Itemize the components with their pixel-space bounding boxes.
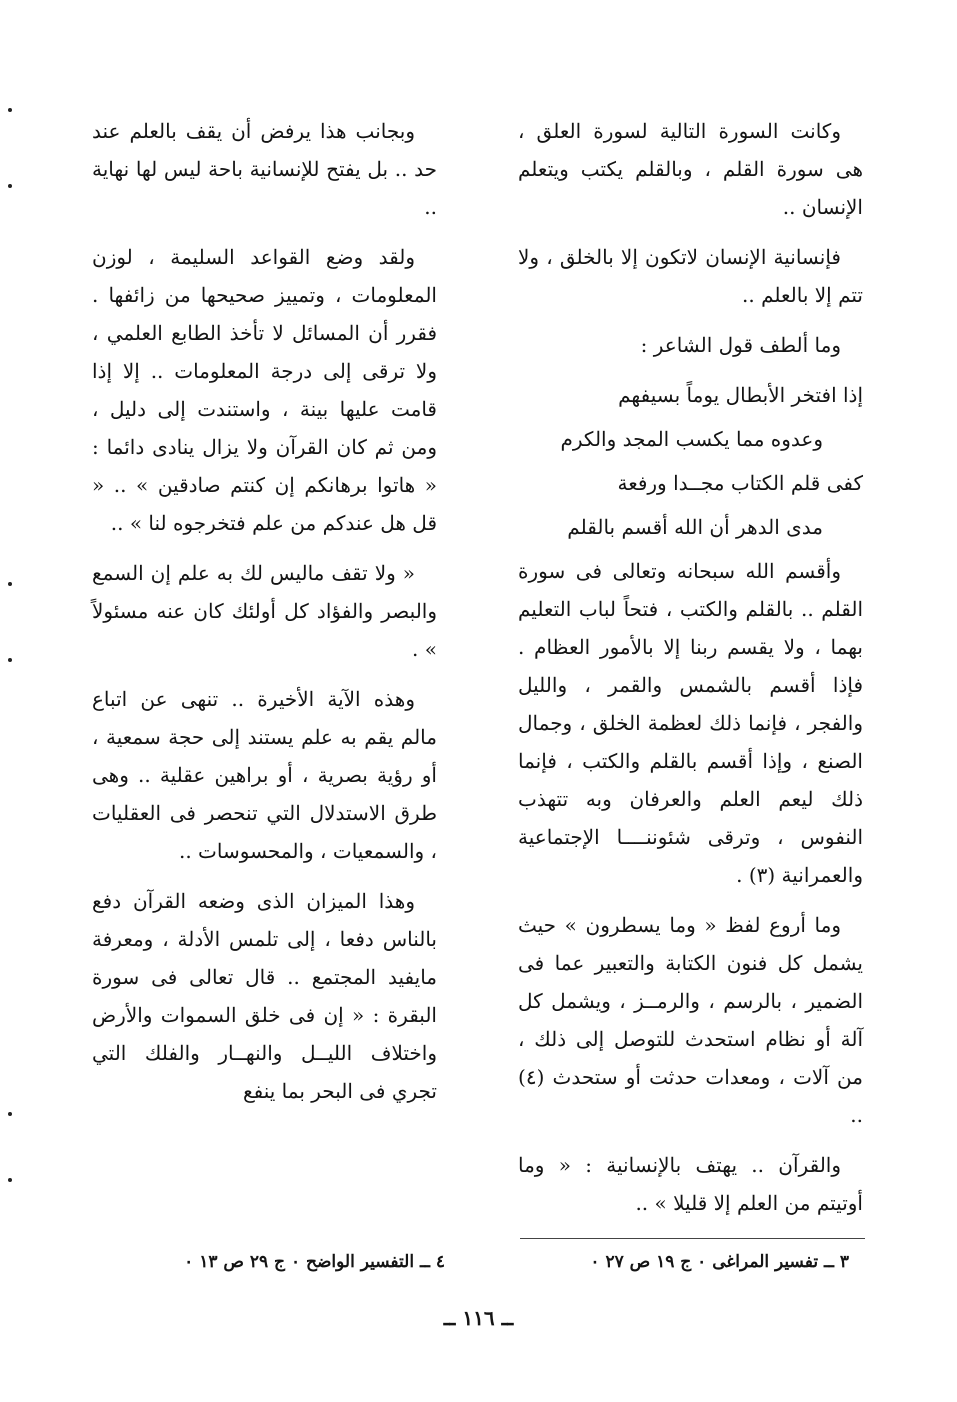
paragraph: والقرآن .. يهتف بالإنسانية : « وما أوتيتم من العلم إلا قليلا » .. — [518, 1153, 863, 1215]
poem-verse: مدى الدهر أن الله أقسم بالقلم — [567, 515, 823, 539]
scan-speck — [8, 582, 12, 586]
scan-speck — [8, 1178, 12, 1182]
paragraph: وكانت السورة التالية لسورة العلق ، هى سورة القلم ، وبالقلم يكتب ويتعلم الإنسان .. — [518, 119, 863, 219]
footnote-left: ٤ ــ التفسير الواضح ٠ ج ٢٩ ص ١٣ ٠ — [184, 1252, 445, 1272]
paragraph: ولقد وضع القواعد السليمة ، لوزن المعلومات ، وتمييز صحيحها من زائفها . فقرر أن المسائل لا تأخذ الطابع العلمي ، ولا ترقى إلى درجة المعلومات .. إلا إذا قامت عليها بينة ، واستندت إلى دليل ، ومن ثم كان القرآن ولا يزال ينادى دائما : « هاتوا برهانكم إن كنتم صادقين » .. « قل هل عندكم من علم فتخرجوه لنا » .. — [92, 245, 437, 535]
paragraph: وأقسم الله سبحانه وتعالى فى سورة القلم .. بالقلم والكتب ، فتحاً لباب التعليم بهما ، ولا يقسم ربنا إلا بالأمور العظام . فإذا أقسم بالشمس والقمر ، والليل والفجر ، فإنما ذلك لعظمة الخلق ، وجمال الصنع ، وإذا أقسم بالقلم والكتب ، فإنما ذلك ليعم العلم والعرفان وبه تتهذب النفوس ، وترقى شئوننــــا الإجتماعية والعمرانية (٣) . — [518, 559, 863, 887]
scan-speck — [8, 658, 12, 662]
left-text-column — [92, 112, 437, 1122]
scan-speck — [8, 184, 12, 188]
paragraph: وما ألطف قول الشاعر : — [640, 333, 841, 357]
paragraph: وبجانب هذا يرفض أن يقف بالعلم عند حد .. بل يفتح للإنسانية باحة ليس لها نهاية .. — [92, 119, 437, 219]
paragraph: وهذه الآية الأخيرة .. تنهى عن اتباع مالم يقم به علم يستند إلى حجة سمعية ، أو رؤية بصرية ، أو براهين عقلية .. وهى طرق الاستدلال التي تنحصر فى العقليات ، والسمعيات ، والمحسوسات .. — [92, 687, 437, 863]
footnote-divider — [520, 1238, 865, 1239]
right-text-column — [518, 112, 863, 1234]
footnote-right: ٣ ــ تفسير المراغى ٠ ج ١٩ ص ٢٧ ٠ — [590, 1252, 849, 1272]
page-number: ــ ١١٦ ــ — [443, 1306, 514, 1330]
poem-verse: إذا افتخر الأبطال يوماً بسيفهم — [618, 383, 863, 407]
scan-speck — [8, 1112, 12, 1116]
paragraph: « ولا تقف ماليس لك به علم إن السمع والبصر والفؤاد كل أولئك كان عنه مسئولاً » . — [92, 561, 437, 661]
poem-verse: وعدوه مما يكسب المجد والكرم — [560, 427, 823, 451]
poem-verse: كفى قلم الكتاب مجــدا ورفعة — [617, 471, 863, 495]
paragraph: وما أروع لفظ « وما يسطرون » حيث يشمل كل فنون الكتابة والتعبير عما فى الضمير ، بالرسم ، والرمــز ، ويشمل كل آلة أو نظام استحدث للتوصل إلى ذلك ، من آلات ، ومعدات حدثت أو ستحدث (٤) .. — [518, 913, 863, 1127]
paragraph: فإنسانية الإنسان لاتكون إلا بالخلق ، ولا تتم إلا بالعلم .. — [518, 245, 863, 307]
scan-speck — [8, 108, 12, 112]
paragraph: وهذا الميزان الذى وضعه القرآن دفع بالناس دفعا ، إلى تلمس الأدلة ، ومعرفة مايفيد المجتمع .. قال تعالى فى سورة البقرة : « إن فى خلق السموات والأرض واختلاف الليــل والنهــار والفلك التي تجري فى البحر بما ينفع — [92, 889, 437, 1103]
